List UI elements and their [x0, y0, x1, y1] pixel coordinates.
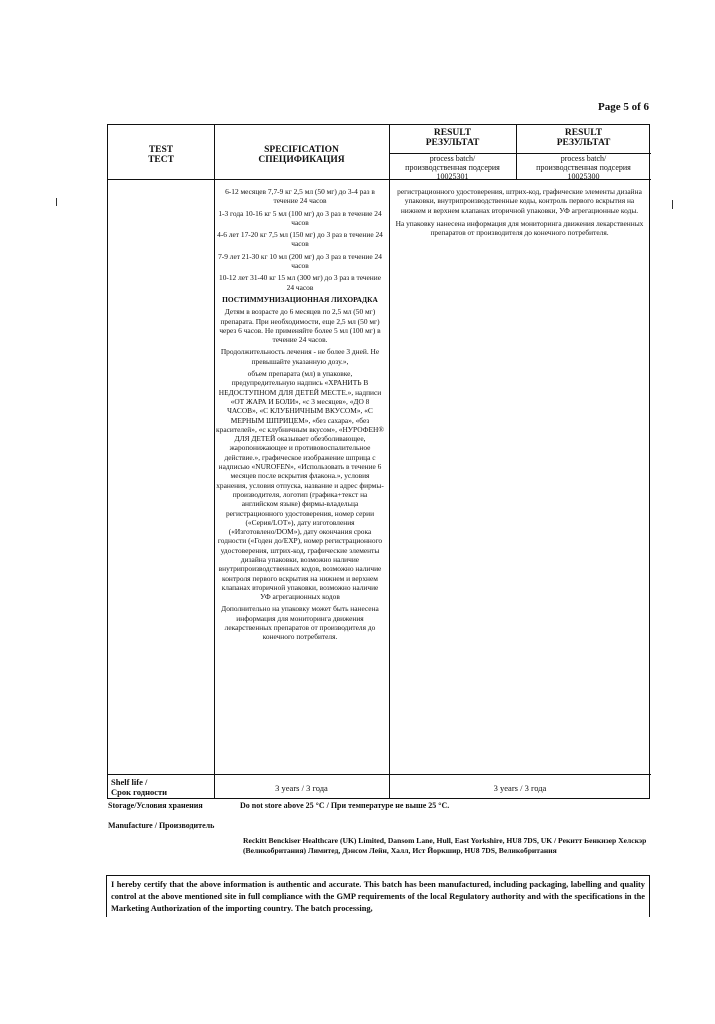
- dosage-row: 7-9 лет 21-30 кг 10 мл (200 мг) до 3 раз в течение 24 часов: [218, 251, 382, 271]
- result-header-1: RESULT РЕЗУЛЬТАТ: [425, 128, 480, 148]
- test-header: TEST ТЕСТ: [148, 145, 174, 165]
- manufacture-label: Manufacture / Производитель: [108, 821, 215, 830]
- spec-paragraph: Дополнительно на упаковку может быть нанесена информация для мониторинга движения лекарственных препаратов от производителя до конечного потребителя.: [221, 604, 379, 642]
- result-text: [392, 187, 647, 241]
- dosage-row: 6-12 месяцев 7,7-9 кг 2,5 мл (50 мг) до 3-4 раз в течение 24 часов: [225, 187, 375, 206]
- dosage-row: 1-3 года 10-16 кг 5 мл (100 мг) до 3 раз в течение 24 часов: [218, 208, 382, 227]
- spec-header: SPECIFICATION СПЕЦИФИКАЦИЯ: [258, 145, 345, 165]
- page-number: Page 5 of 6: [598, 101, 650, 113]
- scan-mark: [56, 198, 57, 206]
- manufacture-value: Reckitt Benckiser Healthcare (UK) Limited, Dansom Lane, Hull, East Yorkshire, HU8 7DS, UK / Рекитт Бенкизер Хелскэр (Великобритания) Лимитед, Дэнсом Лейн, Халл, Ист Йоркшир, HU8 7DS, Великобритания: [243, 836, 647, 855]
- dosage-row: 10-12 лет 31-40 кг 15 мл (300 мг) до 3 раз в течение 24 часов: [219, 273, 381, 292]
- result-paragraph: На упаковку нанесена информация для мониторинга движения лекарственных препаратов от производителя до конечного потребителя.: [395, 218, 644, 238]
- result-paragraph: регистрационного удостоверения, штрих-код, графические элементы дизайна упаковки, внутрипроизводственные коды, контроль первого вскрытия на нижнем и верхнем клапанах вторичной упаковки, УФ агрегационные коды.: [397, 187, 642, 215]
- specification-table: [107, 124, 650, 799]
- shelf-life-spec: 3 years / 3 года: [275, 783, 328, 793]
- batch-2: process batch/ производственная подсерия 10025300: [536, 154, 631, 181]
- scan-mark: [672, 200, 673, 209]
- spec-paragraph: объем препарата (мл) в упаковке, предупредительную надпись «ХРАНИТЬ В НЕДОСТУПНОМ ДЛЯ ДЕТЕЙ МЕСТЕ.», надписи «ОТ ЖАРА И БОЛИ», «с 3 месяцев», «ДО 8 ЧАСОВ», «С КЛУБНИЧНЫМ ВКУСОМ», «С МЕРНЫМ ШПРИЦЕМ», «без сахара», «без красителей», «с клубничным вкусом», «НУРОФЕН® ДЛЯ ДЕТЕЙ оказывает обезболивающее, жаропонижающее и противовоспалительное действие.», графическое изображение шприца с надписью «NUROFEN», «Использовать в течение 6 месяцев после вскрытия флакона.», условия хранения, условия отпуска, название и адрес фирмы-производителя, логотип (графика+текст на английском языке) фирмы-владельца регистрационного удостоверения, номер серии («Серия/LOT»), дату изготовления («Изготовлено/DOM»), дату окончания срока годности («Годен до/EXP), номер регистрационного удостоверения, штрих-код, графические элементы дизайна упаковки, возможно наличие внутрипроизводственных кодов, возможно наличие контроля первого вскрытия на нижнем и верхнем клапанах вторичной упаковки, возможно наличие УФ агрегационных кодов: [216, 369, 384, 602]
- spec-paragraph: Продолжительность лечения - не более 3 дней. Не превышайте указанную дозу.»,: [220, 347, 380, 366]
- dosage-row: 4-6 лет 17-20 кг 7,5 мл (150 мг) до 3 раз в течение 24 часов: [217, 230, 383, 249]
- batch-1: process batch/ производственная подсерия 10025301: [405, 154, 500, 181]
- shelf-life-result: 3 years / 3 года: [493, 783, 547, 793]
- storage-label: Storage/Условия хранения: [108, 801, 203, 810]
- spec-heading: ПОСТИММУНИЗАЦИОННАЯ ЛИХОРАДКА: [222, 294, 378, 304]
- shelf-life-label: Shelf life / Срок годности: [111, 777, 168, 797]
- result-header-2: RESULT РЕЗУЛЬТАТ: [556, 128, 611, 148]
- specification-text: [216, 187, 384, 645]
- storage-value: Do not store above 25 °C / При температуре не выше 25 °C.: [240, 801, 450, 810]
- certification-statement: I hereby certify that the above information is authentic and accurate. This batch has been manufactured, including packaging, labelling and quality control at the above mentioned site in full compliance with the GMP requirements of the local Regulatory authority and with the specifications in the Marketing Authorization of the importing country. The batch processing,: [106, 875, 650, 917]
- spec-paragraph: Детям в возрасте до 6 месяцев по 2,5 мл (50 мг) препарата. При необходимости, еще 2,5 мл (50 мг) через 6 часов. Не применяйте более 5 мл (100 мг) в течение 24 часов.: [219, 307, 381, 345]
